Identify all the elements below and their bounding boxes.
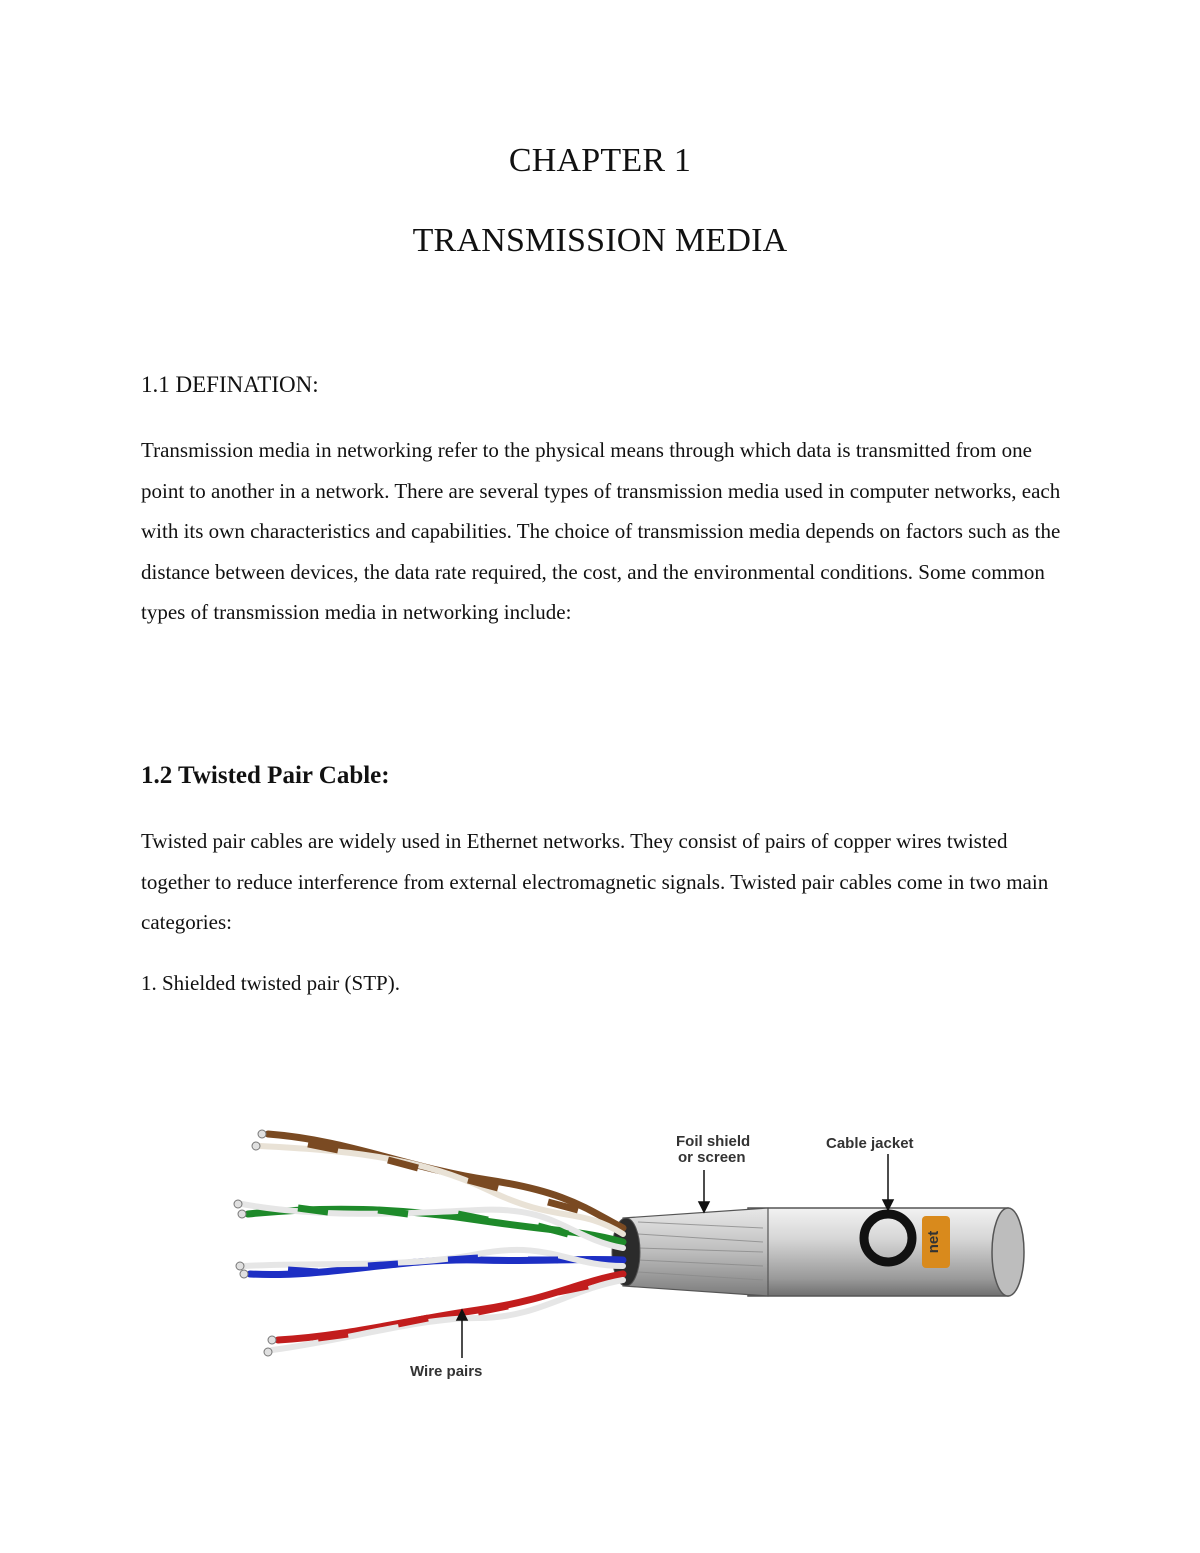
cable-jacket-label: Cable jacket (826, 1135, 914, 1152)
section-1-heading: 1.1 DEFINATION: (141, 372, 319, 397)
foil-shield-label-line2: or screen (678, 1149, 746, 1166)
brown-wire-pair (260, 1134, 623, 1234)
list-item: 1. Shielded twisted pair (STP). (141, 971, 400, 995)
red-wire-pair (272, 1274, 623, 1350)
section-2-heading: 1.2 Twisted Pair Cable: (141, 762, 390, 789)
wire-tips (234, 1130, 276, 1356)
wire-pairs-label: Wire pairs (410, 1363, 483, 1380)
cable-category-list (141, 963, 400, 1003)
blue-wire-pair (244, 1250, 623, 1275)
section-2-paragraph: Twisted pair cables are widely used in Ethernet networks. They consist of pairs of copper wires twisted together to reduce interference from external electromagnetic signals. Twisted pair cables come in two main categories: (141, 829, 1049, 934)
chapter-heading: CHAPTER 1 (508, 142, 692, 179)
logo-text: net (925, 1230, 942, 1254)
green-wire-pair (242, 1204, 623, 1248)
cable-jacket (748, 1208, 1024, 1296)
foil-shield-label-line1: Foil shield (676, 1133, 751, 1150)
chapter-title: TRANSMISSION MEDIA (412, 222, 788, 259)
foil-shield (612, 1208, 768, 1296)
section-1-paragraph: Transmission media in networking refer to the physical means through which data is transmitted from one point to another in a network. There are several types of transmission media used in computer networks, each with its own characteristics and capabilities. The choice of transmission media depends on factors such as the distance between devices, the data rate required, the cost, and the environmental conditions. Some common types of transmission media in networking include: (141, 438, 1061, 624)
stp-cable-diagram (228, 1110, 1038, 1400)
